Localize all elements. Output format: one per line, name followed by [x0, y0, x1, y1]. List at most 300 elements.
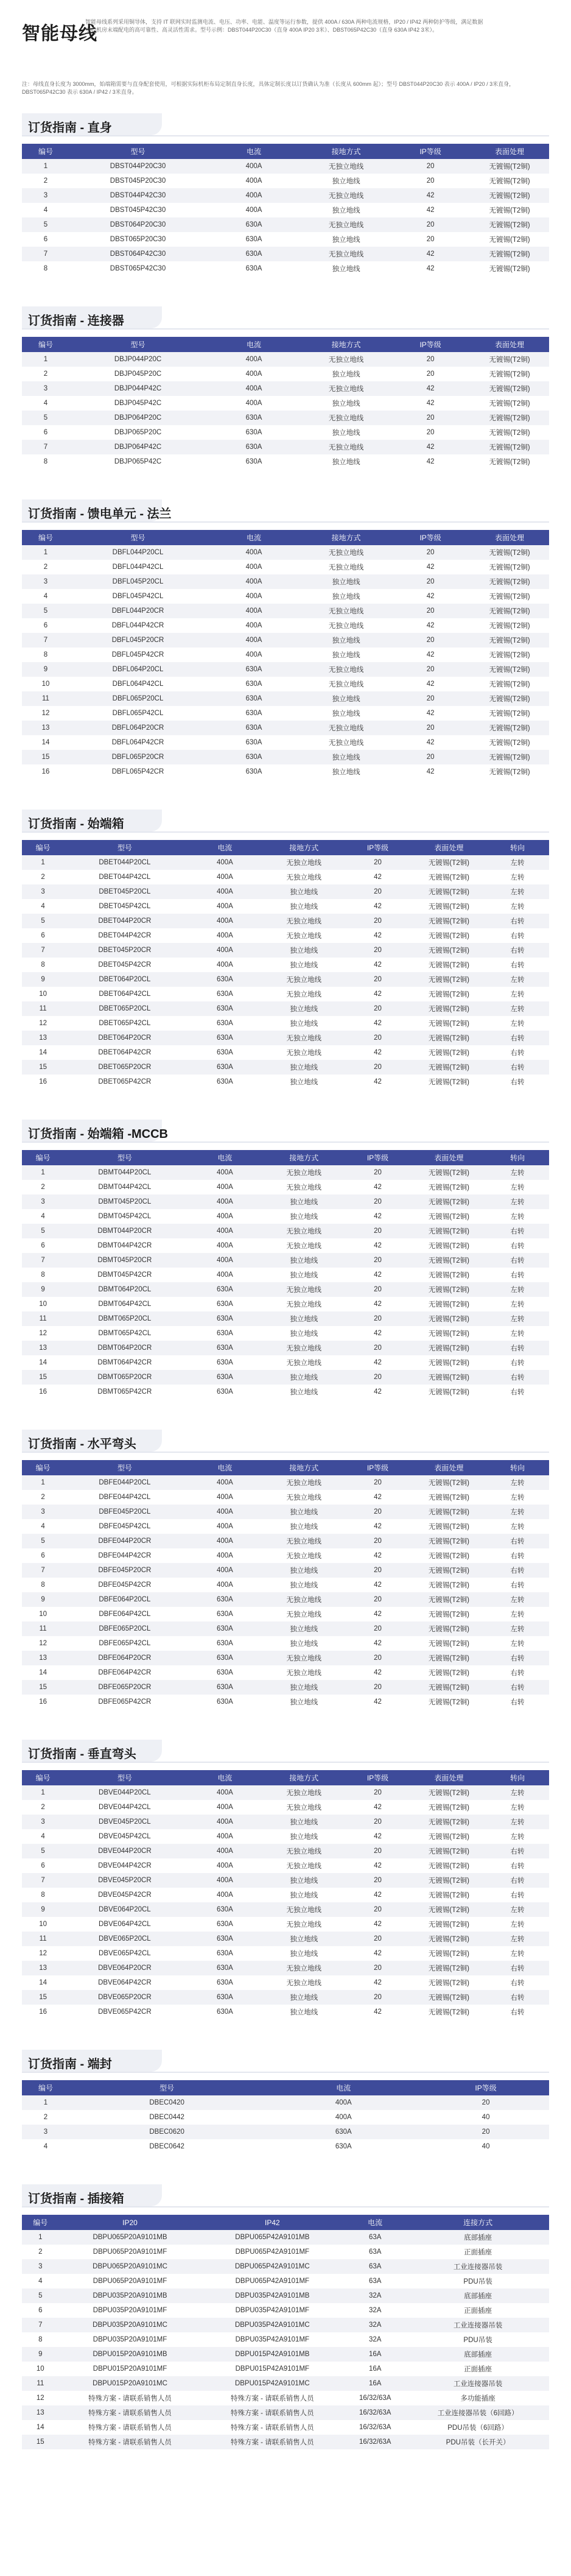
- table-cell: 630A: [185, 1607, 264, 1621]
- section-divider: [22, 1762, 549, 1763]
- column-header: 型号: [64, 1150, 185, 1165]
- table-cell: 40: [422, 2139, 549, 2154]
- table-cell: 无镀锡(T2铜): [412, 1385, 486, 1399]
- table-cell: 400A: [185, 1578, 264, 1592]
- table-cell: 右转: [486, 1370, 549, 1385]
- table-cell: 630A: [185, 1592, 264, 1607]
- table-cell: 630A: [185, 1917, 264, 1932]
- table-cell: 20: [343, 1475, 412, 1490]
- table-row: [22, 2230, 549, 2245]
- column-header: 接地方式: [264, 1770, 343, 1785]
- table-cell: 无镀锡(T2铜): [412, 1975, 486, 1990]
- section-6: [22, 1430, 549, 1709]
- table-cell: 14: [22, 1355, 64, 1370]
- table-cell: DBVE045P42CL: [64, 1829, 185, 1844]
- table-cell: 无独立地线: [301, 662, 391, 677]
- table-cell: 无镀锡(T2铜): [412, 1519, 486, 1534]
- table-cell: 630A: [264, 2139, 422, 2154]
- table-cell: 42: [343, 1665, 412, 1680]
- table-cell: DBET064P42CR: [64, 1045, 185, 1060]
- table-cell: 14: [22, 2420, 59, 2435]
- table-cell: 20: [343, 1680, 412, 1695]
- table-cell: 20: [343, 1815, 412, 1829]
- table-cell: 无镀锡(T2铜): [412, 1224, 486, 1238]
- table-cell: 3: [22, 1815, 64, 1829]
- table-cell: 独立地线: [264, 1519, 343, 1534]
- table-cell: 6: [22, 1238, 64, 1253]
- table-row: [22, 2110, 549, 2125]
- table-cell: 7: [22, 1563, 64, 1578]
- table-cell: DBMT044P20CR: [64, 1224, 185, 1238]
- table-cell: 2: [22, 2245, 59, 2259]
- table-cell: 42: [343, 1490, 412, 1505]
- table-cell: 400A: [185, 1209, 264, 1224]
- table-cell: 20: [343, 1873, 412, 1888]
- table-cell: 独立地线: [301, 425, 391, 440]
- table-cell: 400A: [185, 914, 264, 928]
- table-cell: 20: [343, 972, 412, 987]
- table-cell: 32A: [343, 2318, 407, 2332]
- table-cell: 20: [343, 1592, 412, 1607]
- column-header: 接地方式: [264, 1460, 343, 1475]
- table-cell: 右转: [486, 1031, 549, 1045]
- table-cell: 无镀锡(T2铜): [412, 1475, 486, 1490]
- table-cell: 左转: [486, 1001, 549, 1016]
- table-cell: 独立地线: [264, 1621, 343, 1636]
- table-cell: 左转: [486, 1194, 549, 1209]
- table-cell: 无镀锡(T2铜): [412, 1001, 486, 1016]
- table-cell: 1: [22, 2230, 59, 2245]
- table-cell: 630A: [206, 721, 301, 735]
- table-cell: 42: [343, 1297, 412, 1311]
- table-cell: 6: [22, 232, 69, 247]
- column-header: IP等级: [391, 530, 470, 545]
- column-header: 接地方式: [301, 144, 391, 159]
- table-cell: 7: [22, 943, 64, 958]
- table-cell: 左转: [486, 972, 549, 987]
- table-cell: 42: [343, 1355, 412, 1370]
- table-cell: 630A: [185, 1961, 264, 1975]
- table-cell: 6: [22, 2303, 59, 2318]
- table-row: [22, 1858, 549, 1873]
- table-cell: 8: [22, 261, 69, 276]
- column-header: 编号: [22, 1460, 64, 1475]
- table-row: [22, 914, 549, 928]
- table-cell: 11: [22, 1311, 64, 1326]
- table-cell: DBMT044P42CR: [64, 1238, 185, 1253]
- table-cell: 20: [391, 574, 470, 589]
- table-cell: 独立地线: [264, 884, 343, 899]
- table-cell: 400A: [185, 1858, 264, 1873]
- table-cell: 42: [343, 1268, 412, 1282]
- table-cell: 400A: [206, 174, 301, 188]
- table-cell: PDU吊装（6回路）: [407, 2420, 549, 2435]
- table-cell: 20: [343, 1844, 412, 1858]
- table-cell: 42: [391, 188, 470, 203]
- table-cell: 无镀锡(T2铜): [470, 381, 549, 396]
- table-cell: 400A: [185, 884, 264, 899]
- table-cell: 42: [343, 1917, 412, 1932]
- table-cell: 20: [343, 884, 412, 899]
- table-cell: 400A: [206, 352, 301, 367]
- table-cell: 630A: [185, 1075, 264, 1089]
- table-cell: 无镀锡(T2铜): [412, 1505, 486, 1519]
- section-title: 订货指南 - 插接箱: [28, 2192, 124, 2206]
- table-cell: 右转: [486, 1961, 549, 1975]
- table-row: [22, 987, 549, 1001]
- table-cell: 3: [22, 2125, 69, 2139]
- table-cell: 右转: [486, 928, 549, 943]
- table-cell: 42: [391, 203, 470, 217]
- section-title: 订货指南 - 馈电单元 - 法兰: [28, 507, 172, 521]
- table-cell: DBFE065P42CL: [64, 1636, 185, 1651]
- table-cell: 10: [22, 2362, 59, 2376]
- table-cell: DBFL064P20CL: [69, 662, 206, 677]
- table-cell: 右转: [486, 2005, 549, 2019]
- table-cell: 无镀锡(T2铜): [412, 943, 486, 958]
- table-cell: 左转: [486, 870, 549, 884]
- table-row: [22, 2435, 549, 2449]
- table-cell: 8: [22, 2332, 59, 2347]
- table-cell: 左转: [486, 1282, 549, 1297]
- table-cell: 无镀锡(T2铜): [412, 1592, 486, 1607]
- table-cell: 42: [343, 1548, 412, 1563]
- table-cell: 2: [22, 367, 69, 381]
- table-cell: 42: [391, 247, 470, 261]
- table-row: [22, 589, 549, 604]
- table-cell: 10: [22, 1607, 64, 1621]
- table-cell: 400A: [206, 589, 301, 604]
- table-cell: 特殊方案 - 请联系销售人员: [201, 2420, 343, 2435]
- table-cell: 工业连接器吊装: [407, 2376, 549, 2391]
- table-cell: 左转: [486, 1946, 549, 1961]
- table-cell: 独立地线: [264, 1873, 343, 1888]
- order-table: [22, 1770, 549, 2019]
- table-row: [22, 2139, 549, 2154]
- table-cell: 左转: [486, 1475, 549, 1490]
- table-cell: 无镀锡(T2铜): [470, 545, 549, 560]
- table-cell: DBVE064P20CR: [64, 1961, 185, 1975]
- table-row: [22, 1578, 549, 1592]
- table-cell: 无镀锡(T2铜): [412, 1297, 486, 1311]
- table-cell: 13: [22, 1961, 64, 1975]
- column-header: 表面处理: [412, 840, 486, 855]
- column-header: IP等级: [343, 1150, 412, 1165]
- table-cell: DBFL065P42CR: [69, 764, 206, 779]
- table-cell: 无独立地线: [264, 987, 343, 1001]
- table-cell: DBVE044P42CR: [64, 1858, 185, 1873]
- table-cell: 9: [22, 2347, 59, 2362]
- section-title: 订货指南 - 连接器: [28, 314, 124, 328]
- column-header: 型号: [64, 1460, 185, 1475]
- section-divider: [22, 135, 549, 136]
- table-cell: 无镀锡(T2铜): [470, 589, 549, 604]
- table-row: [22, 232, 549, 247]
- table-cell: DBST064P42C30: [69, 247, 206, 261]
- table-cell: 无独立地线: [301, 352, 391, 367]
- table-cell: 无镀锡(T2铜): [412, 870, 486, 884]
- table-cell: 无镀锡(T2铜): [412, 855, 486, 870]
- table-cell: 630A: [206, 764, 301, 779]
- column-header: 电流: [206, 337, 301, 352]
- column-header: 编号: [22, 2080, 69, 2095]
- table-cell: DBFL065P42CL: [69, 706, 206, 721]
- table-cell: 20: [391, 633, 470, 648]
- table-cell: 无镀锡(T2铜): [412, 1326, 486, 1341]
- table-cell: DBJP044P20C: [69, 352, 206, 367]
- table-cell: 400A: [206, 367, 301, 381]
- column-header: 连接方式: [407, 2215, 549, 2230]
- table-cell: 400A: [185, 928, 264, 943]
- table-cell: 4: [22, 203, 69, 217]
- table-cell: 无镀锡(T2铜): [412, 1268, 486, 1282]
- table-row: [22, 545, 549, 560]
- table-cell: 无镀锡(T2铜): [412, 1946, 486, 1961]
- table-row: [22, 2318, 549, 2332]
- table-cell: DBET044P20CL: [64, 855, 185, 870]
- table-cell: DBEC0420: [69, 2095, 264, 2110]
- table-cell: DBPU015P42A9101MB: [201, 2347, 343, 2362]
- table-row: [22, 1607, 549, 1621]
- column-header: 电流: [185, 1460, 264, 1475]
- table-cell: 630A: [185, 1001, 264, 1016]
- table-cell: 630A: [206, 454, 301, 469]
- table-cell: 无镀锡(T2铜): [412, 899, 486, 914]
- column-header: 表面处理: [412, 1460, 486, 1475]
- table-cell: 底部插座: [407, 2288, 549, 2303]
- column-header: 编号: [22, 1770, 64, 1785]
- table-cell: 630A: [185, 1385, 264, 1399]
- table-cell: 400A: [185, 1873, 264, 1888]
- table-cell: DBPU065P42A9101MB: [201, 2230, 343, 2245]
- table-cell: 右转: [486, 1548, 549, 1563]
- table-cell: 独立地线: [264, 1505, 343, 1519]
- table-row: [22, 721, 549, 735]
- table-cell: DBFE065P20CL: [64, 1621, 185, 1636]
- section-divider: [22, 2072, 549, 2073]
- section-title: 订货指南 - 直身: [28, 121, 112, 135]
- table-cell: 无独立地线: [264, 1031, 343, 1045]
- table-cell: DBFE044P42CL: [64, 1490, 185, 1505]
- table-cell: 20: [422, 2125, 549, 2139]
- table-cell: 630A: [185, 1695, 264, 1709]
- table-cell: 6: [22, 618, 69, 633]
- table-cell: 400A: [185, 855, 264, 870]
- table-cell: 独立地线: [264, 1563, 343, 1578]
- table-cell: 400A: [264, 2095, 422, 2110]
- table-cell: 无独立地线: [301, 188, 391, 203]
- table-cell: 5: [22, 1534, 64, 1548]
- table-cell: 无独立地线: [264, 1355, 343, 1370]
- table-cell: 400A: [206, 396, 301, 411]
- table-cell: 特殊方案 - 请联系销售人员: [59, 2435, 201, 2449]
- table-cell: 独立地线: [301, 648, 391, 662]
- table-row: [22, 1268, 549, 1282]
- table-row: [22, 1355, 549, 1370]
- table-cell: 无镀锡(T2铜): [412, 1621, 486, 1636]
- table-cell: 无镀锡(T2铜): [470, 721, 549, 735]
- table-cell: DBMT045P20CR: [64, 1253, 185, 1268]
- notes-text: 注：母线直身长度为 3000mm，始端箱需要与直身配套使用，可根据实际机柜布局定制直身长度，具体定制长度以订货确认为准（长度从 600mm 起）；型号 DBST044P20C30 表示 400A / IP20 / 3米直身，DBST065P42C30 表示 630A / IP42 / 3米直身。: [22, 81, 515, 95]
- table-cell: DBFE044P20CL: [64, 1475, 185, 1490]
- table-row: [22, 1519, 549, 1534]
- column-header: IP等级: [343, 1770, 412, 1785]
- table-cell: DBFL064P42CL: [69, 677, 206, 691]
- table-row: [22, 1829, 549, 1844]
- table-cell: 42: [391, 764, 470, 779]
- table-cell: 9: [22, 1902, 64, 1917]
- table-cell: DBET045P20CR: [64, 943, 185, 958]
- table-cell: DBPU065P20A9101MF: [59, 2245, 201, 2259]
- table-cell: 右转: [486, 1224, 549, 1238]
- table-cell: 右转: [486, 1238, 549, 1253]
- table-cell: 630A: [185, 1665, 264, 1680]
- table-cell: 独立地线: [301, 691, 391, 706]
- table-cell: 630A: [206, 440, 301, 454]
- table-row: [22, 1490, 549, 1505]
- table-cell: 左转: [486, 1490, 549, 1505]
- table-cell: 13: [22, 1031, 64, 1045]
- table-row: [22, 1165, 549, 1180]
- table-cell: 4: [22, 1519, 64, 1534]
- table-cell: DBMT064P42CL: [64, 1297, 185, 1311]
- table-cell: 无镀锡(T2铜): [412, 884, 486, 899]
- table-cell: DBJP045P20C: [69, 367, 206, 381]
- table-row: [22, 1060, 549, 1075]
- column-header: 电流: [185, 1150, 264, 1165]
- table-cell: 20: [391, 662, 470, 677]
- column-header: 表面处理: [470, 144, 549, 159]
- table-cell: 400A: [206, 159, 301, 174]
- table-cell: 7: [22, 1253, 64, 1268]
- table-cell: 特殊方案 - 请联系销售人员: [201, 2405, 343, 2420]
- table-cell: 无镀锡(T2铜): [412, 1873, 486, 1888]
- table-row: [22, 188, 549, 203]
- table-row: [22, 1636, 549, 1651]
- table-cell: 400A: [206, 574, 301, 589]
- table-cell: 20: [391, 721, 470, 735]
- table-cell: 20: [391, 174, 470, 188]
- table-row: [22, 2420, 549, 2435]
- table-cell: DBPU065P42A9101MC: [201, 2259, 343, 2274]
- table-cell: 独立地线: [301, 454, 391, 469]
- table-cell: DBEC0442: [69, 2110, 264, 2125]
- table-cell: DBVE065P20CR: [64, 1990, 185, 2005]
- table-cell: DBMT044P42CL: [64, 1180, 185, 1194]
- section-divider: [22, 2206, 549, 2207]
- table-cell: DBMT065P20CL: [64, 1311, 185, 1326]
- table-cell: 5: [22, 914, 64, 928]
- table-row: [22, 1917, 549, 1932]
- column-header: IP等级: [343, 840, 412, 855]
- table-cell: 42: [391, 396, 470, 411]
- table-row: [22, 1001, 549, 1016]
- table-cell: 独立地线: [264, 1311, 343, 1326]
- table-cell: 无独立地线: [264, 1917, 343, 1932]
- table-cell: 630A: [206, 662, 301, 677]
- section-header: [22, 306, 549, 337]
- section-header: [22, 1430, 549, 1460]
- table-cell: DBPU015P42A9101MC: [201, 2376, 343, 2391]
- table-cell: 5: [22, 1844, 64, 1858]
- column-header: 电流: [206, 144, 301, 159]
- table-cell: 独立地线: [301, 589, 391, 604]
- table-cell: 左转: [486, 1621, 549, 1636]
- table-cell: 2: [22, 1180, 64, 1194]
- table-cell: 特殊方案 - 请联系销售人员: [201, 2435, 343, 2449]
- order-table: [22, 530, 549, 779]
- table-cell: DBJP065P42C: [69, 454, 206, 469]
- table-cell: 无独立地线: [264, 1282, 343, 1297]
- table-row: [22, 1844, 549, 1858]
- table-cell: 左转: [486, 1829, 549, 1844]
- column-header: IP等级: [391, 144, 470, 159]
- column-header: 接地方式: [301, 530, 391, 545]
- table-cell: 16/32/63A: [343, 2435, 407, 2449]
- table-cell: 16/32/63A: [343, 2391, 407, 2405]
- table-cell: 无镀锡(T2铜): [470, 604, 549, 618]
- table-cell: 630A: [185, 1282, 264, 1297]
- table-cell: 10: [22, 1917, 64, 1932]
- table-cell: 20: [343, 1282, 412, 1297]
- table-cell: 20: [391, 604, 470, 618]
- table-cell: 底部插座: [407, 2230, 549, 2245]
- table-cell: 42: [343, 1829, 412, 1844]
- table-cell: 400A: [185, 943, 264, 958]
- table-cell: 无镀锡(T2铜): [470, 217, 549, 232]
- table-cell: 11: [22, 1621, 64, 1636]
- table-cell: 630A: [185, 1651, 264, 1665]
- table-row: [22, 1932, 549, 1946]
- section-8: [22, 2050, 549, 2154]
- table-cell: 独立地线: [264, 1060, 343, 1075]
- table-cell: DBVE065P20CL: [64, 1932, 185, 1946]
- table-row: [22, 174, 549, 188]
- table-cell: 无镀锡(T2铜): [412, 1607, 486, 1621]
- table-cell: DBPU035P42A9101MB: [201, 2288, 343, 2303]
- table-cell: DBFL045P20CL: [69, 574, 206, 589]
- table-cell: 无镀锡(T2铜): [412, 1858, 486, 1873]
- table-cell: 7: [22, 247, 69, 261]
- table-cell: DBMT065P20CR: [64, 1370, 185, 1385]
- table-cell: DBST044P20C30: [69, 159, 206, 174]
- table-cell: 20: [391, 691, 470, 706]
- table-cell: 630A: [185, 1680, 264, 1695]
- table-cell: DBFE044P20CR: [64, 1534, 185, 1548]
- table-cell: 42: [391, 706, 470, 721]
- table-cell: 左转: [486, 1016, 549, 1031]
- table-row: [22, 1800, 549, 1815]
- table-cell: 400A: [185, 1224, 264, 1238]
- table-row: [22, 1975, 549, 1990]
- table-cell: 无镀锡(T2铜): [470, 367, 549, 381]
- column-header: 接地方式: [301, 337, 391, 352]
- table-cell: 左转: [486, 1902, 549, 1917]
- table-cell: 无独立地线: [264, 1800, 343, 1815]
- table-row: [22, 2362, 549, 2376]
- table-row: [22, 618, 549, 633]
- table-cell: 20: [343, 1902, 412, 1917]
- table-cell: 13: [22, 1341, 64, 1355]
- table-cell: DBVE065P42CL: [64, 1946, 185, 1961]
- table-cell: 400A: [185, 1253, 264, 1268]
- table-cell: 无独立地线: [301, 440, 391, 454]
- table-cell: 4: [22, 2139, 69, 2154]
- table-row: [22, 1990, 549, 2005]
- table-cell: 16/32/63A: [343, 2420, 407, 2435]
- table-cell: 400A: [185, 1785, 264, 1800]
- table-cell: 20: [343, 943, 412, 958]
